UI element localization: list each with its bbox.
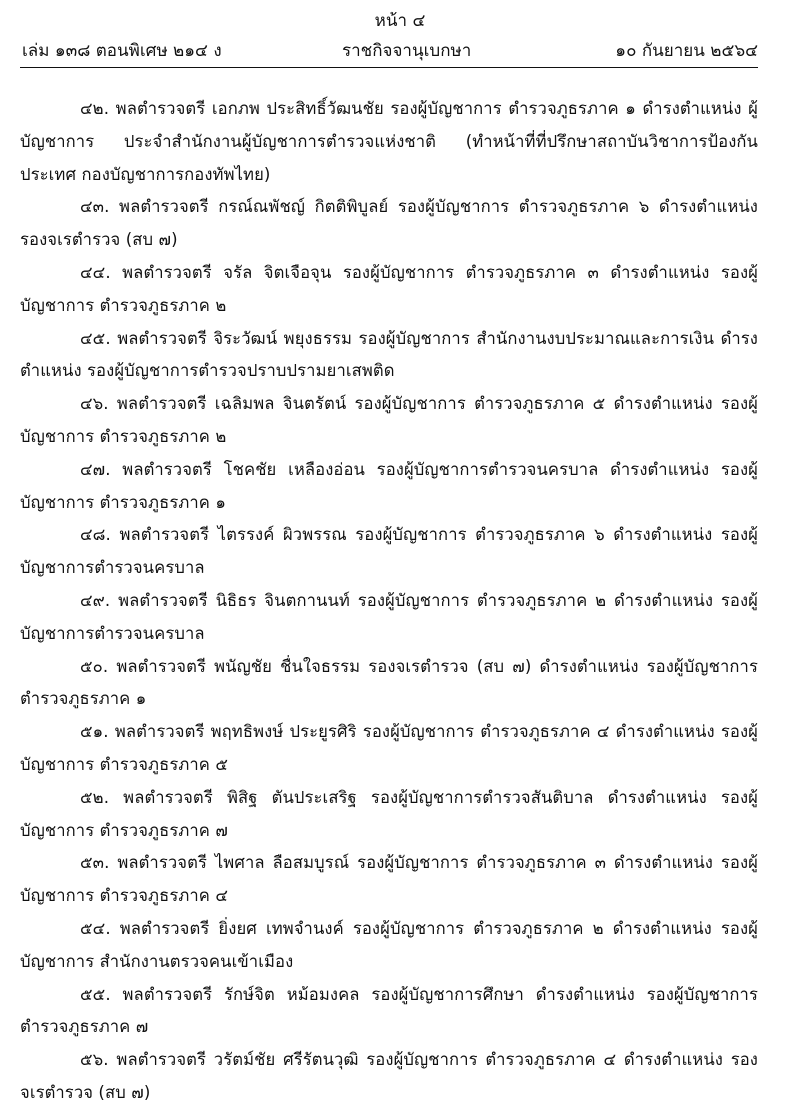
appointment-entry: ๕๕. พลตำรวจตรี รักษ์จิต หม้อมงคล รองผู้บัญชาการศึกษา ดำรงตำแหน่ง รองผู้บัญชาการ ตำรวจภูธรภาค ๗ bbox=[20, 984, 758, 1037]
appointment-entry: ๔๔. พลตำรวจตรี จรัล จิตเจือจุน รองผู้บัญชาการ ตำรวจภูธรภาค ๓ ดำรงตำแหน่ง รองผู้บัญชาการ ตำรวจภูธรภาค ๒ bbox=[20, 262, 758, 315]
volume-issue: เล่ม ๑๓๘ ตอนพิเศษ ๒๑๔ ง bbox=[22, 41, 222, 61]
appointment-entry: ๔๖. พลตำรวจตรี เฉลิมพล จินตรัตน์ รองผู้บัญชาการ ตำรวจภูธรภาค ๕ ดำรงตำแหน่ง รองผู้บัญชาการ ตำรวจภูธรภาค ๒ bbox=[20, 394, 758, 446]
appointment-entry: ๕๓. พลตำรวจตรี ไพศาล ลือสมบูรณ์ รองผู้บัญชาการ ตำรวจภูธรภาค ๓ ดำรงตำแหน่ง รองผู้บัญชาการ ตำรวจภูธรภาค ๔ bbox=[20, 853, 758, 906]
gazette-name: ราชกิจจานุเบกษา bbox=[342, 41, 472, 61]
appointment-entry: ๕๖. พลตำรวจตรี วรัตม์ชัย ศรีรัตนวุฒิ รองผู้บัญชาการ ตำรวจภูธรภาค ๔ ดำรงตำแหน่ง รองจเรตำรวจ (สบ ๗) bbox=[20, 1050, 758, 1102]
gazette-header bbox=[22, 38, 758, 64]
appointment-entry: ๔๗. พลตำรวจตรี โชคชัย เหลืองอ่อน รองผู้บัญชาการตำรวจนครบาล ดำรงตำแหน่ง รองผู้บัญชาการ ตำรวจภูธรภาค ๑ bbox=[20, 459, 758, 512]
appointment-entry: ๔๘. พลตำรวจตรี ไตรรงค์ ผิวพรรณ รองผู้บัญชาการ ตำรวจภูธรภาค ๖ ดำรงตำแหน่ง รองผู้บัญชาการตำรวจนครบาล bbox=[20, 525, 758, 578]
appointment-entry: ๔๒. พลตำรวจตรี เอกภพ ประสิทธิ์วัฒนชัย รองผู้บัญชาการ ตำรวจภูธรภาค ๑ ดำรงตำแหน่ง ผู้บัญชาการ ประจำสำนักงานผู้บัญชาการตำรวจแห่งชาติ (ทำหน้าที่ที่ปรึกษาสถาบันวิชาการป้องกันประเทศ กองบัญชาการกองทัพไทย) bbox=[20, 99, 758, 184]
publication-date: ๑๐ กันยายน ๒๕๖๔ bbox=[615, 41, 758, 61]
appointment-entry: ๕๐. พลตำรวจตรี พนัญชัย ชื่นใจธรรม รองจเรตำรวจ (สบ ๗) ดำรงตำแหน่ง รองผู้บัญชาการ ตำรวจภูธรภาค ๑ bbox=[20, 656, 758, 709]
appointment-entry: ๔๙. พลตำรวจตรี นิธิธร จินตกานนท์ รองผู้บัญชาการ ตำรวจภูธรภาค ๒ ดำรงตำแหน่ง รองผู้บัญชาการตำรวจนครบาล bbox=[20, 590, 758, 643]
appointment-entry: ๕๒. พลตำรวจตรี พิสิฐ ตันประเสริฐ รองผู้บัญชาการตำรวจสันติบาล ดำรงตำแหน่ง รองผู้บัญชาการ ตำรวจภูธรภาค ๗ bbox=[20, 787, 758, 840]
header-divider bbox=[20, 67, 758, 68]
appointment-entry: ๔๕. พลตำรวจตรี จิระวัฒน์ พยุงธรรม รองผู้บัญชาการ สำนักงานงบประมาณและการเงิน ดำรงตำแหน่ง รองผู้บัญชาการตำรวจปราบปรามยาเสพติด bbox=[20, 328, 758, 381]
appointment-entry: ๔๓. พลตำรวจตรี กรณ์ณพัชญ์ กิตติพิบูลย์ รองผู้บัญชาการ ตำรวจภูธรภาค ๖ ดำรงตำแหน่ง รองจเรตำรวจ (สบ ๗) bbox=[20, 197, 758, 250]
page-number: หน้า ๔ bbox=[374, 11, 426, 31]
appointment-list bbox=[20, 93, 758, 1110]
appointment-entry: ๕๔. พลตำรวจตรี ยิ่งยศ เทพจำนงค์ รองผู้บัญชาการ ตำรวจภูธรภาค ๒ ดำรงตำแหน่ง รองผู้บัญชาการ สำนักงานตรวจคนเข้าเมือง bbox=[20, 918, 758, 971]
appointment-entry: ๕๑. พลตำรวจตรี พฤทธิพงษ์ ประยูรศิริ รองผู้บัญชาการ ตำรวจภูธรภาค ๔ ดำรงตำแหน่ง รองผู้บัญชาการ ตำรวจภูธรภาค ๕ bbox=[20, 722, 758, 774]
